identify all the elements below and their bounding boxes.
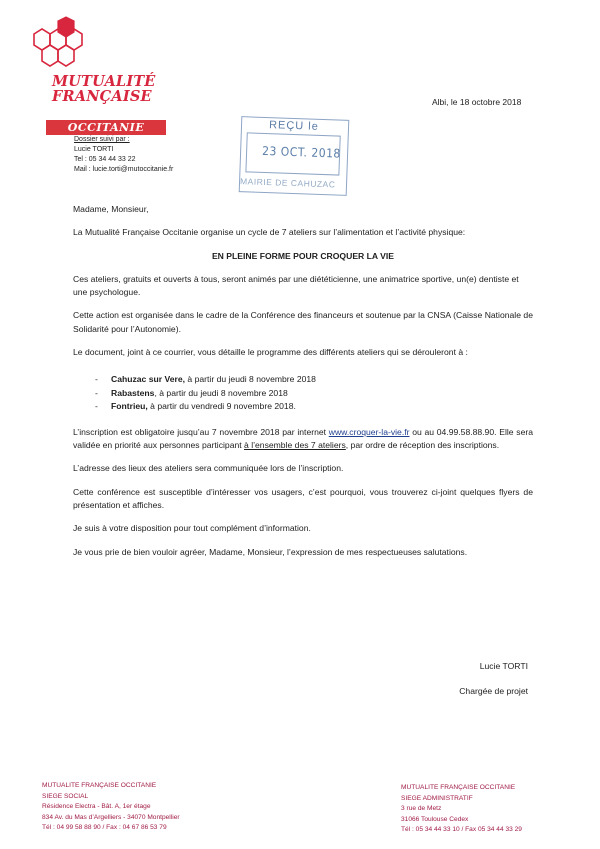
location-item: - Cahuzac sur Vere, à partir du jeudi 8 novembre 2018 <box>95 374 316 385</box>
footer-type: SIEGE ADMINISTRATIF <box>401 794 473 802</box>
footer-type: SIEGE SOCIAL <box>42 792 89 800</box>
logo-region-band: OCCITANIE <box>46 120 166 135</box>
footer-admin-office <box>401 783 522 836</box>
footer-head-office <box>42 781 180 834</box>
footer-address-1: 3 rue de Metz <box>401 805 442 812</box>
received-stamp <box>239 116 350 196</box>
salutation: Madame, Monsieur, <box>73 204 149 214</box>
letter-body <box>73 203 533 569</box>
intro-paragraph: La Mutualité Française Occitanie organise un cycle de 7 ateliers sur l’alimentation et l’activité physique: <box>73 227 466 238</box>
website-link[interactable]: www.croquer-la-vie.fr <box>328 426 410 437</box>
contact-block <box>74 135 173 175</box>
footer-phone: Tél : 05 34 44 33 10 / Fax 05 34 44 33 29 <box>401 826 522 833</box>
paragraph-funding: Cette action est organisée dans le cadre de la Conférence des financeurs et soutenue par la CNSA (Caisse Nationale de Solidarité pour l’Autonomie). <box>73 310 533 334</box>
paragraph-flyers: Cette conférence est susceptible d’intéresser vos usagers, c’est pourquoi, vous trouverez ci-joint quelques flyers de présentation et affiches. <box>73 486 533 511</box>
program-title: EN PLEINE FORME POUR CROQUER LA VIE <box>211 250 395 261</box>
contact-tel: Tel : 05 34 44 33 22 <box>74 156 136 163</box>
paragraph-address: L’adresse des lieux des ateliers sera communiquée lors de l’inscription. <box>73 463 344 474</box>
paragraph-inscription: L’inscription est obligatoire jusqu’au 7 novembre 2018 par internet www.croquer-la-vie.fr ou au 04.99.58.88.90. Elle sera validée en priorité aux personnes participant à l’ensemble des 7 ateliers, par ordre de réception des inscriptions. <box>73 426 534 451</box>
letter-date: Albi, le 18 octobre 2018 <box>432 97 522 107</box>
logo-line1: MUTUALITÉ <box>52 73 156 90</box>
location-place: Cahuzac sur Vere, <box>111 374 186 385</box>
all-workshops-emphasis: à l’ensemble des 7 ateliers <box>244 440 346 451</box>
locations-list <box>95 373 533 414</box>
closing-formula: Je vous prie de bien vouloir agréer, Madame, Monsieur, l’expression de mes respectueuses salutations. <box>73 546 468 557</box>
signatory-name: Lucie TORTI <box>479 661 528 671</box>
location-item: - Rabastens, à partir du jeudi 8 novembre 2018 <box>95 387 288 398</box>
stamp-label: REÇU le <box>268 119 320 133</box>
footer-address-2: 31066 Toulouse Cedex <box>401 815 469 823</box>
footer-org: MUTUALITE FRANÇAISE OCCITANIE <box>42 782 157 789</box>
location-detail: , à partir du jeudi 8 novembre 2018 <box>154 387 288 398</box>
location-place: Rabastens <box>111 387 155 398</box>
logo-wordmark <box>52 74 156 104</box>
mutualite-logo <box>22 16 162 136</box>
signatory-role: Chargée de projet <box>459 686 528 696</box>
footer-address-2: 834 Av. du Mas d’Argelliers - 34070 Montpellier <box>42 813 180 821</box>
footer-org: MUTUALITE FRANÇAISE OCCITANIE <box>401 784 516 791</box>
location-detail: à partir du vendredi 9 novembre 2018. <box>147 401 296 412</box>
paragraph-document: Le document, joint à ce courrier, vous détaille le programme des différents ateliers qui se dérouleront à : <box>73 347 468 358</box>
contact-name: Lucie TORTI <box>74 146 114 153</box>
location-item: - Fontrieu, à partir du vendredi 9 novembre 2018. <box>95 401 296 412</box>
stamp-org: MAIRIE DE CAHUZAC <box>239 176 336 190</box>
contact-mail: Mail : lucie.torti@mutoccitanie.fr <box>74 166 174 173</box>
footer-address-1: Résidence Electra - Bât. A, 1er étage <box>42 803 151 810</box>
paragraph-availability: Je suis à votre disposition pour tout complément d’information. <box>73 523 311 534</box>
signature-block <box>459 660 528 698</box>
stamp-date: 23 OCT. 2018 <box>261 143 342 161</box>
logo-line2: FRANÇAISE <box>52 88 152 105</box>
footer-phone: Tél : 04 99 58 88 90 / Fax : 04 67 86 53 79 <box>42 824 167 831</box>
location-place: Fontrieu, <box>111 401 148 412</box>
paragraph-animators: Ces ateliers, gratuits et ouverts à tous, seront animés par une diététicienne, une animatrice sportive, un(e) dentiste et une psychologue. <box>73 273 519 298</box>
location-detail: à partir du jeudi 8 novembre 2018 <box>185 374 316 385</box>
contact-heading: Dossier suivi par : <box>74 136 130 143</box>
